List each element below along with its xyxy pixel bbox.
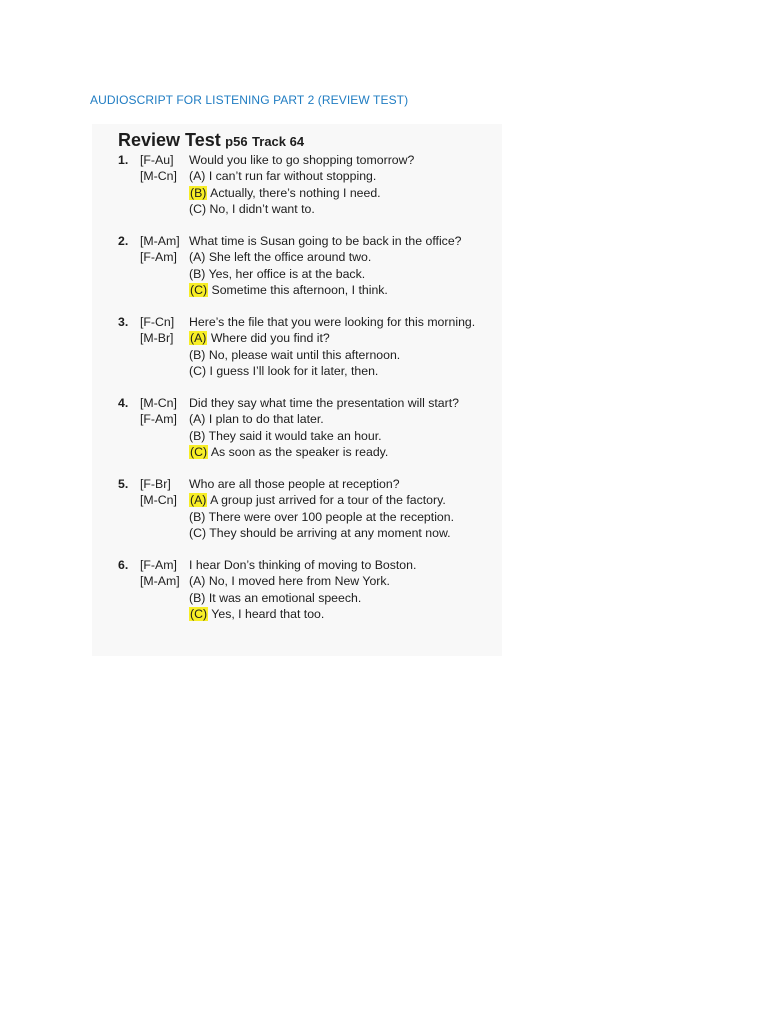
question-prompt: Did they say what time the presentation will start? xyxy=(189,396,459,410)
speaker-tag: [M-Cn] xyxy=(140,169,177,184)
correct-option-label: (C) xyxy=(190,444,208,459)
option-text: She left the office around two. xyxy=(208,250,372,265)
speaker-tag: [F-Au] xyxy=(140,153,174,167)
answer-option xyxy=(189,168,376,184)
speaker-tag: [M-Am] xyxy=(140,234,180,248)
option-label: (C) xyxy=(189,363,207,378)
answer-option xyxy=(189,590,361,606)
option-label: (C) xyxy=(189,201,207,216)
option-text: I plan to do that later. xyxy=(208,412,324,427)
answer-option xyxy=(189,606,324,622)
speaker-tag: [M-Br] xyxy=(140,331,174,346)
answer-option xyxy=(189,330,330,346)
option-text: No, I didn’t want to. xyxy=(209,201,315,216)
answer-option xyxy=(189,201,315,217)
title-text: Review Test xyxy=(118,130,221,150)
answer-option xyxy=(189,363,378,379)
question-prompt: Who are all those people at reception? xyxy=(189,477,400,491)
option-text: A group just arrived for a tour of the factory. xyxy=(210,493,446,508)
answer-option xyxy=(189,347,400,363)
question-number: 2. xyxy=(118,234,129,248)
answer-option xyxy=(189,428,382,444)
question-number: 4. xyxy=(118,396,129,410)
option-text: Where did you find it? xyxy=(210,331,330,346)
question-number: 6. xyxy=(118,558,129,572)
correct-option-label: (A) xyxy=(190,331,207,346)
question-prompt: I hear Don’s thinking of moving to Boston. xyxy=(189,558,417,572)
answer-option xyxy=(189,525,451,541)
correct-option-label: (C) xyxy=(190,606,208,621)
question-prompt: Would you like to go shopping tomorrow? xyxy=(189,153,415,167)
question-prompt: What time is Susan going to be back in the office? xyxy=(189,234,462,248)
answer-option xyxy=(189,282,388,298)
option-label: (B) xyxy=(189,590,206,605)
review-test-title xyxy=(118,130,304,151)
option-text: They said it would take an hour. xyxy=(208,428,382,443)
correct-option-label: (C) xyxy=(190,282,208,297)
question-number: 1. xyxy=(118,153,129,167)
option-text: Actually, there’s nothing I need. xyxy=(210,185,381,200)
answer-option xyxy=(189,573,390,589)
speaker-tag: [F-Br] xyxy=(140,477,171,491)
speaker-tag: [F-Cn] xyxy=(140,315,175,329)
answer-option xyxy=(189,411,324,427)
option-label: (B) xyxy=(189,347,206,362)
speaker-tag: [F-Am] xyxy=(140,250,177,265)
option-text: There were over 100 people at the reception. xyxy=(208,509,455,524)
question-number: 5. xyxy=(118,477,129,491)
option-text: No, please wait until this afternoon. xyxy=(208,347,401,362)
option-text: Yes, her office is at the back. xyxy=(208,266,366,281)
speaker-tag: [F-Am] xyxy=(140,558,177,572)
option-text: I can’t run far without stopping. xyxy=(208,169,377,184)
question-number: 3. xyxy=(118,315,129,329)
answer-option xyxy=(189,266,365,282)
correct-option-label: (B) xyxy=(190,185,207,200)
option-text: I guess I’ll look for it later, then. xyxy=(209,363,379,378)
question-prompt: Here’s the file that you were looking for this morning. xyxy=(189,315,476,329)
answer-option xyxy=(189,185,381,201)
answer-option xyxy=(189,249,371,265)
option-text: It was an emotional speech. xyxy=(208,590,362,605)
option-label: (A) xyxy=(189,574,206,589)
track-ref: Track 64 xyxy=(252,134,305,149)
review-test-scan xyxy=(92,124,502,656)
option-label: (A) xyxy=(189,412,206,427)
speaker-tag: [F-Am] xyxy=(140,412,177,427)
speaker-tag: [M-Cn] xyxy=(140,396,177,410)
answer-option xyxy=(189,444,388,460)
speaker-tag: [M-Am] xyxy=(140,574,180,589)
option-text: They should be arriving at any moment now. xyxy=(209,525,451,540)
option-text: As soon as the speaker is ready. xyxy=(210,444,389,459)
option-text: No, I moved here from New York. xyxy=(208,574,390,589)
option-label: (B) xyxy=(189,428,206,443)
option-label: (B) xyxy=(189,266,206,281)
page-ref: p56 xyxy=(225,134,248,149)
option-text: Sometime this afternoon, I think. xyxy=(211,282,388,297)
answer-option xyxy=(189,492,446,508)
speaker-tag: [M-Cn] xyxy=(140,493,177,508)
answer-option xyxy=(189,509,454,525)
option-label: (B) xyxy=(189,509,206,524)
option-label: (A) xyxy=(189,250,206,265)
correct-option-label: (A) xyxy=(190,493,207,508)
option-text: Yes, I heard that too. xyxy=(211,606,325,621)
option-label: (C) xyxy=(189,525,207,540)
option-label: (A) xyxy=(189,169,206,184)
document-heading: AUDIOSCRIPT FOR LISTENING PART 2 (REVIEW TEST) xyxy=(90,93,409,107)
